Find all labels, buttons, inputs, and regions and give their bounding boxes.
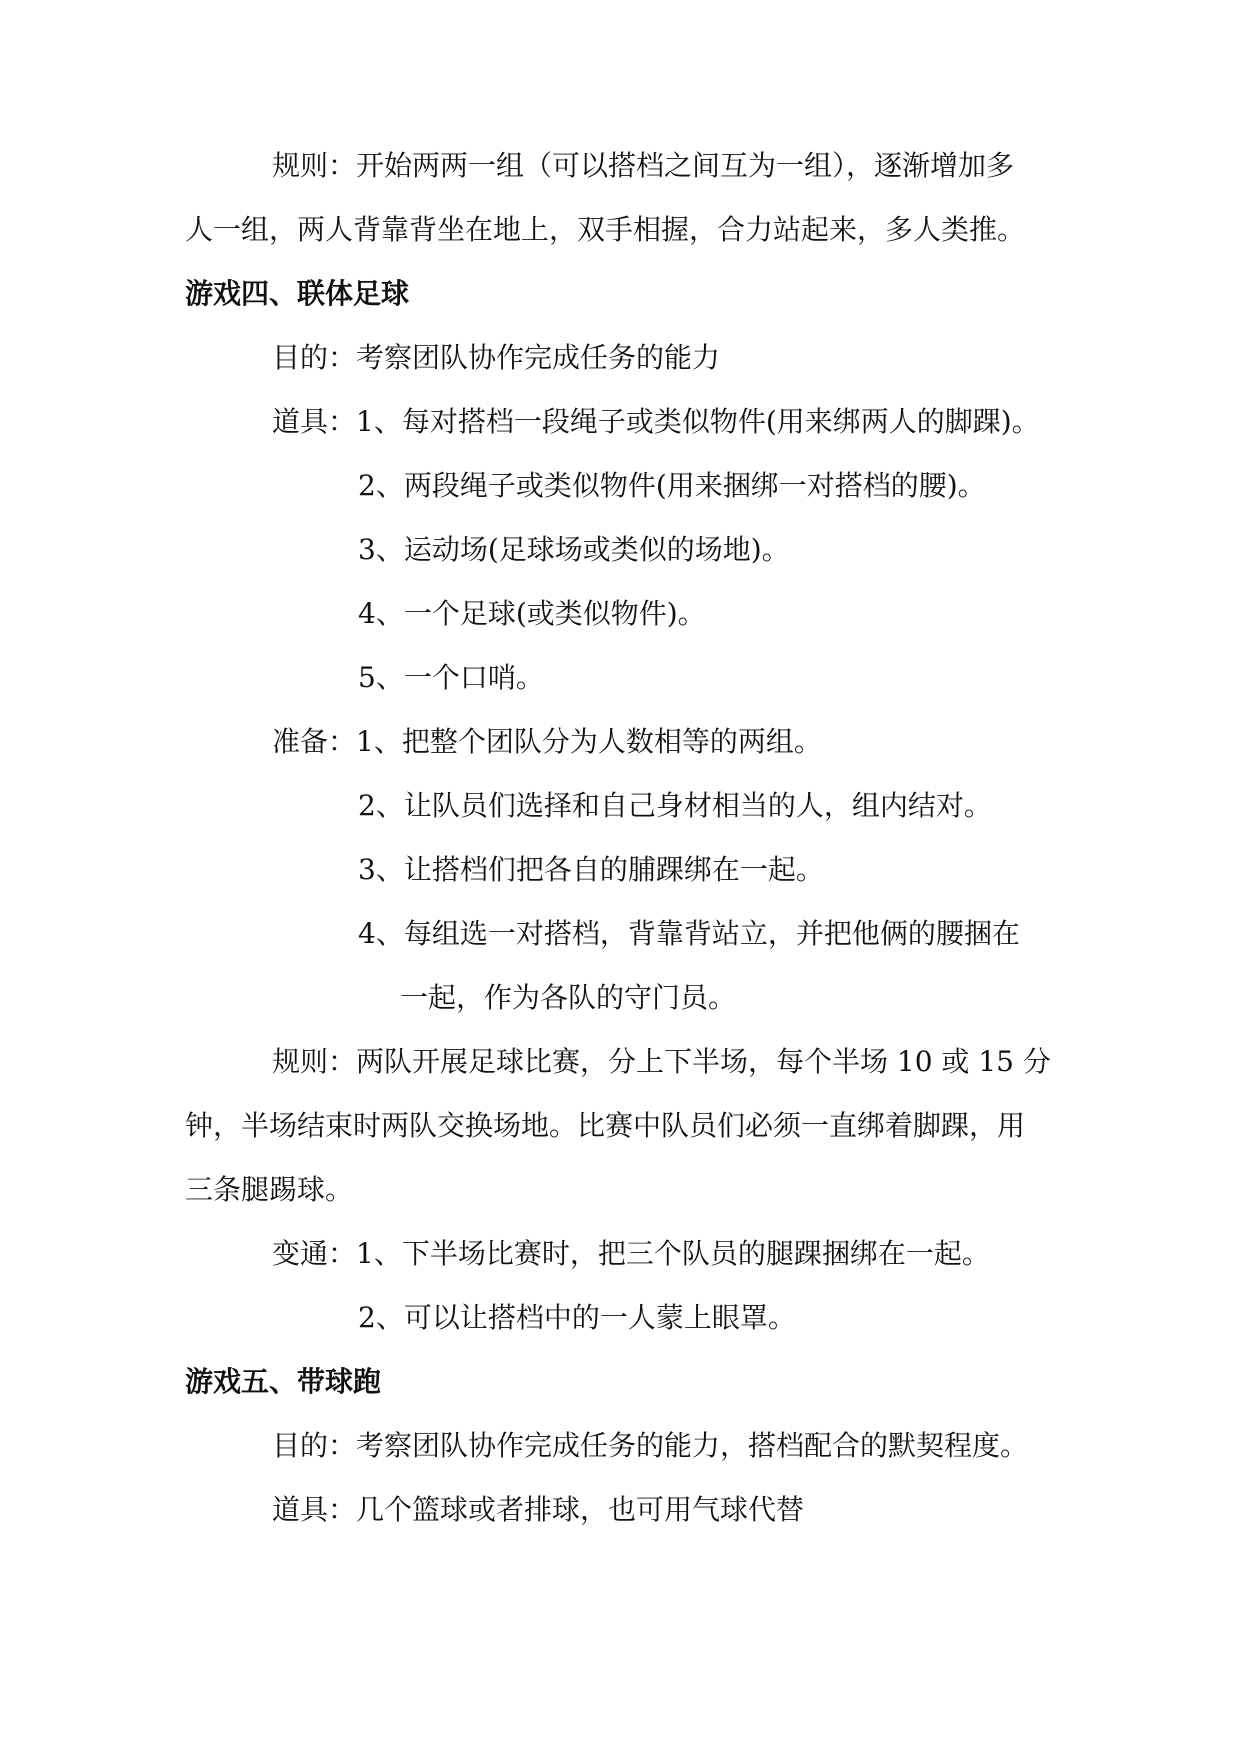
- props-line-1: 道具：1、每对搭档一段绳子或类似物件(用来绑两人的脚踝)。: [272, 405, 1040, 438]
- props-line-2: 2、两段绳子或类似物件(用来捆绑一对搭档的腰)。: [358, 469, 986, 502]
- prep-line-4: 4、每组选一对搭档，背靠背站立，并把他俩的腰捆在: [358, 917, 1020, 950]
- rules-paragraph-line-1: 规则：开始两两一组（可以搭档之间互为一组），逐渐增加多: [272, 149, 1015, 182]
- variants-line-2: 2、可以让搭档中的一人蒙上眼罩。: [358, 1301, 796, 1334]
- variants-line-1: 变通：1、下半场比赛时，把三个队员的腿踝捆绑在一起。: [272, 1237, 990, 1270]
- prep-line-3: 3、让搭档们把各自的脯踝绑在一起。: [358, 853, 824, 886]
- props-line-4: 4、一个足球(或类似物件)。: [358, 597, 706, 630]
- rules-paragraph-line-2: 人一组，两人背靠背坐在地上，双手相握，合力站起来，多人类推。: [185, 213, 1026, 246]
- props-line-3: 3、运动场(足球场或类似的场地)。: [358, 533, 790, 566]
- section-heading-game-4: 游戏四、联体足球: [185, 277, 410, 310]
- prep-line-2: 2、让队员们选择和自己身材相当的人，组内结对。: [358, 789, 992, 822]
- rules-line-3: 三条腿踢球。: [185, 1173, 354, 1206]
- rules-line-2: 钟，半场结束时两队交换场地。比赛中队员们必须一直绑着脚踝，用: [185, 1109, 1026, 1142]
- props-line-5: 5、一个口哨。: [358, 661, 544, 694]
- purpose-line-game-5: 目的：考察团队协作完成任务的能力，搭档配合的默契程度。: [272, 1429, 1029, 1462]
- rules-line-1: 规则：两队开展足球比赛，分上下半场，每个半场 10 或 15 分: [272, 1045, 1051, 1078]
- purpose-line: 目的：考察团队协作完成任务的能力: [272, 341, 721, 374]
- props-line-game-5: 道具：几个篮球或者排球，也可用气球代替: [272, 1493, 805, 1526]
- prep-line-5: 一起，作为各队的守门员。: [400, 981, 737, 1014]
- prep-line-1: 准备：1、把整个团队分为人数相等的两组。: [272, 725, 822, 758]
- section-heading-game-5: 游戏五、带球跑: [185, 1365, 382, 1398]
